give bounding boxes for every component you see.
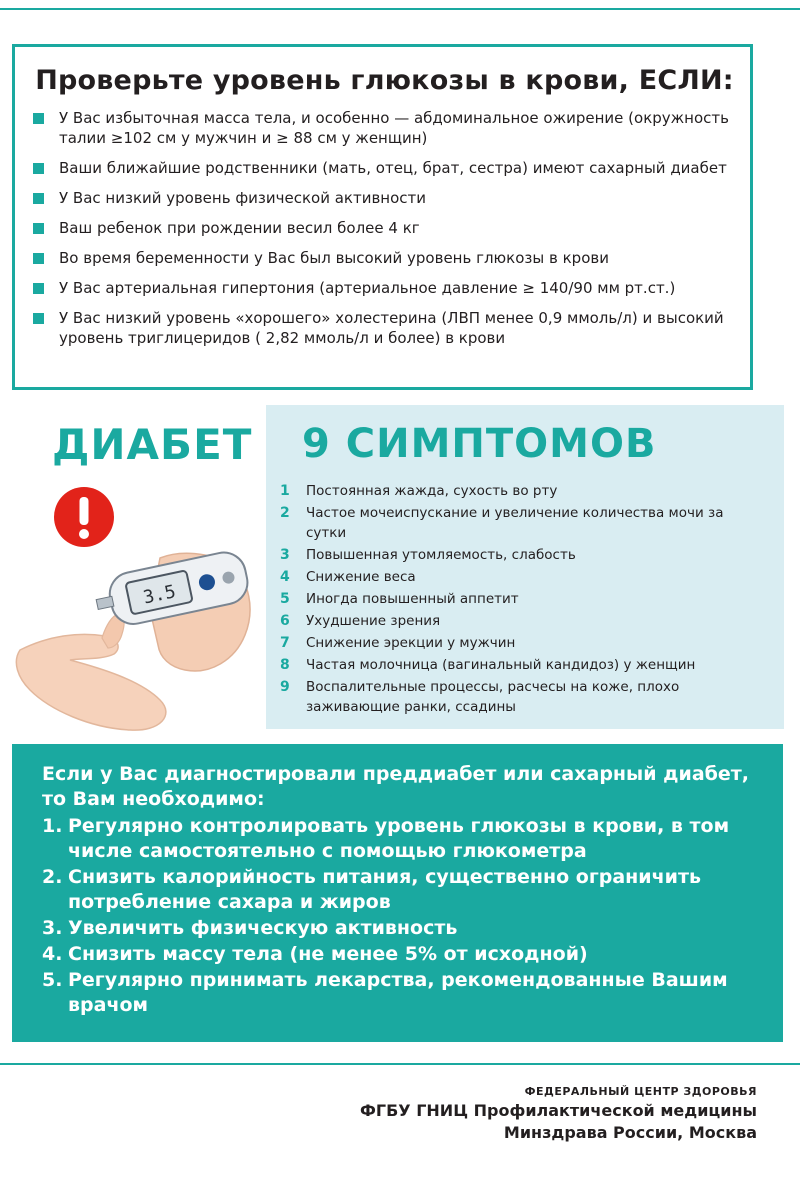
symptom-item: 8 Частая молочница (вагинальный кандидоз) у женщин: [280, 657, 696, 673]
meter-display: 3.5: [141, 581, 178, 609]
square-bullet-icon: [33, 313, 44, 324]
diabet-heading: ДИАБЕТ: [52, 420, 253, 469]
footer-institute-line: ФГБУ ГНИЦ Профилактической медицины: [360, 1101, 757, 1120]
symptoms-title: 9 СИМПТОМОВ: [302, 421, 657, 467]
glucometer-illustration: [10, 540, 265, 740]
check-item: У Вас избыточная масса тела, и особенно — абдоминальное ожирение (окружность талии ≥102 см у мужчин и ≥ 88 см у женщин): [33, 108, 736, 148]
action-item: 2. Снизить калорийность питания, существенно ограничить потребление сахара и жиров: [42, 866, 701, 913]
footer-location-line: Минздрава России, Москва: [503, 1123, 757, 1142]
symptom-item: 5 Иногда повышенный аппетит: [280, 591, 519, 607]
action-item: 5. Регулярно принимать лекарства, рекомендованные Вашим врачом: [42, 969, 728, 1016]
square-bullet-icon: [33, 163, 44, 174]
symptom-item: 7 Снижение эрекции у мужчин: [280, 635, 516, 651]
symptom-item: 6 Ухудшение зрения: [280, 613, 441, 629]
check-item: У Вас низкий уровень «хорошего» холестерина (ЛВП менее 0,9 ммоль/л) и высокий уровень триглицеридов ( 2,82 ммоль/л и более) в крови: [33, 308, 736, 348]
check-item: Ваш ребенок при рождении весил более 4 кг: [33, 218, 736, 238]
check-list: [33, 108, 736, 348]
square-bullet-icon: [33, 113, 44, 124]
symptom-item: 3 Повышенная утомляемость, слабость: [280, 547, 576, 563]
symptom-item: 4 Снижение веса: [280, 569, 416, 585]
action-item: 3. Увеличить физическую активность: [42, 917, 458, 939]
check-item: У Вас артериальная гипертония (артериальное давление ≥ 140/90 мм рт.ст.): [33, 278, 736, 298]
actions-panel: [12, 744, 783, 1042]
square-bullet-icon: [33, 193, 44, 204]
actions-list: [42, 814, 753, 1018]
square-bullet-icon: [33, 253, 44, 264]
top-divider: [0, 8, 800, 10]
check-item: Во время беременности у Вас был высокий уровень глюкозы в крови: [33, 248, 736, 268]
square-bullet-icon: [33, 283, 44, 294]
symptoms-list: [280, 481, 760, 719]
square-bullet-icon: [33, 223, 44, 234]
footer-org-line: ФЕДЕРАЛЬНЫЙ ЦЕНТР ЗДОРОВЬЯ: [524, 1085, 757, 1098]
symptom-item: 2 Частое мочеиспускание и увеличение количества мочи за сутки: [280, 505, 724, 541]
symptom-item: 1 Постоянная жажда, сухость во рту: [280, 483, 558, 499]
bottom-divider: [0, 1063, 800, 1065]
symptom-item: 9 Воспалительные процессы, расчесы на коже, плохо заживающие ранки, ссадины: [280, 679, 680, 715]
action-item: 1. Регулярно контролировать уровень глюкозы в крови, в том числе самостоятельно с помощью глюкометра: [42, 815, 730, 862]
action-item: 4. Снизить массу тела (не менее 5% от исходной): [42, 943, 588, 965]
check-item: У Вас низкий уровень физической активности: [33, 188, 736, 208]
symptoms-panel: [266, 405, 784, 729]
check-glucose-box: [12, 44, 753, 390]
check-title: Проверьте уровень глюкозы в крови, ЕСЛИ:: [35, 65, 734, 96]
check-item: Ваши ближайшие родственники (мать, отец, брат, сестра) имеют сахарный диабет: [33, 158, 736, 178]
actions-intro: Если у Вас диагностировали преддиабет или сахарный диабет, то Вам необходимо:: [42, 763, 750, 810]
footer: [360, 1084, 757, 1144]
